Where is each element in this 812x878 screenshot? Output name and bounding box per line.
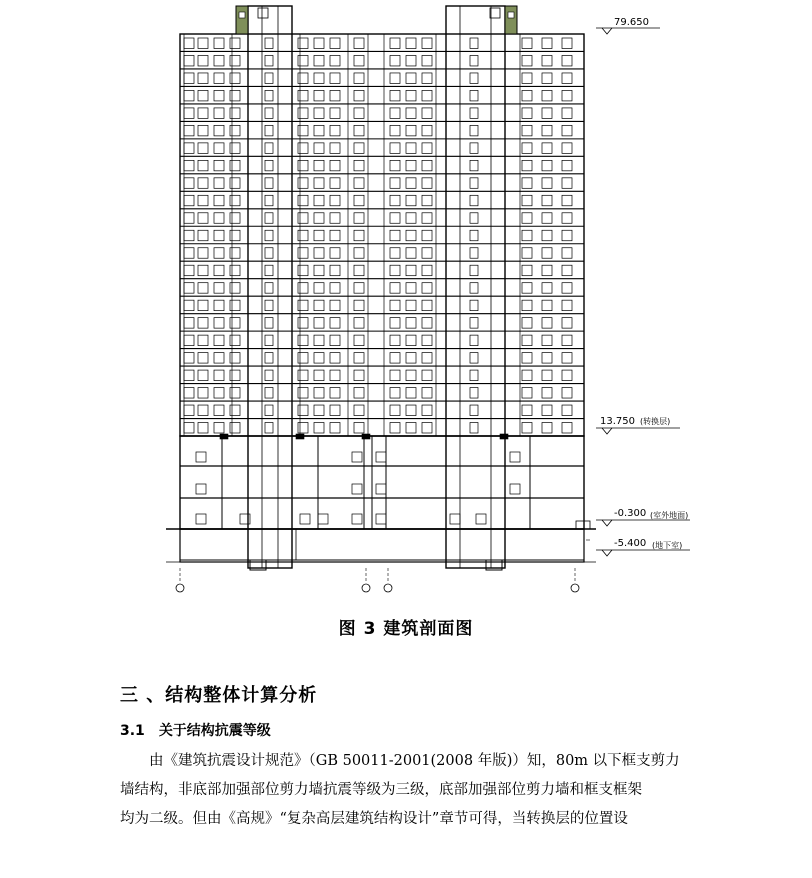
level-note-4: (地下室) <box>652 541 683 550</box>
section-heading: 三 、结构整体计算分析 <box>120 685 318 706</box>
subsection-title: 关于结构抗震等级 <box>158 723 271 739</box>
subsection-number: 3.1 <box>120 723 145 739</box>
subsection-heading <box>120 720 271 740</box>
level-note-2: (转换层) <box>640 417 671 426</box>
paragraph-line: 墙结构，非底部加强部位剪力墙抗震等级为三级，底部加强部位剪力墙和框支框架 <box>120 782 642 798</box>
body-paragraph <box>120 747 700 834</box>
level-label-4: -5.400 <box>614 538 647 549</box>
level-label-2: 13.750 <box>600 416 635 427</box>
figure-caption: 图 3 建筑剖面图 <box>338 619 474 639</box>
level-marks <box>600 17 688 550</box>
paragraph-line: 均为二级。但由《高规》“复杂高层建筑结构设计”章节可得，当转换层的位置设 <box>120 811 628 827</box>
level-label-3: -0.300 <box>614 508 647 519</box>
paragraph-line: 由《建筑抗震设计规范》（GB 50011-2001(2008 年版)）知，80m 以下框支剪力 <box>149 753 680 769</box>
level-note-3: (室外地面) <box>650 511 689 520</box>
level-label-1: 79.650 <box>614 17 649 28</box>
